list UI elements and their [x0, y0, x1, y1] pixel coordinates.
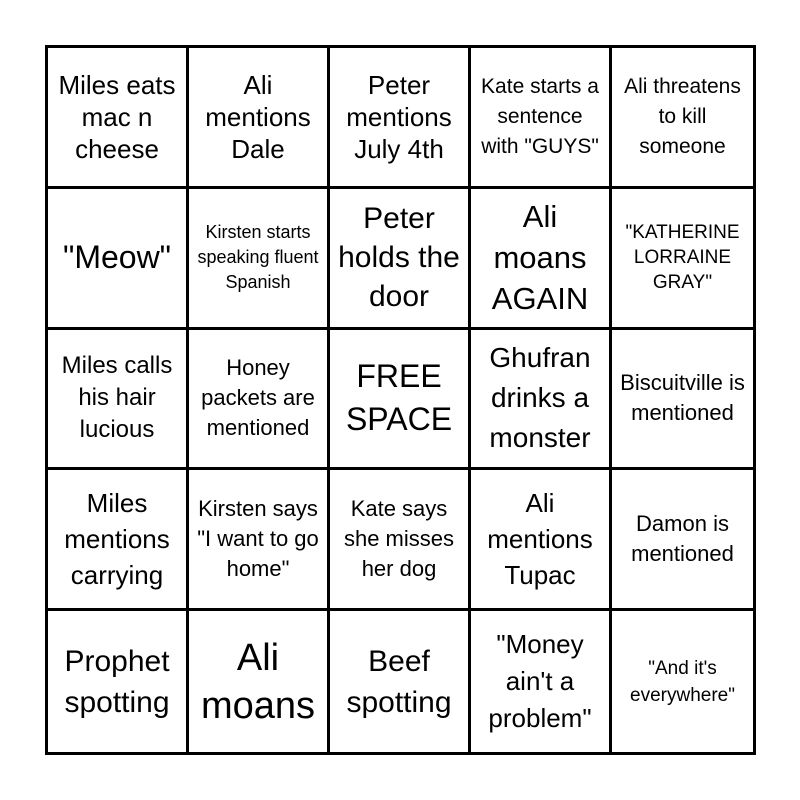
- cell-text: Prophet spotting: [64, 644, 170, 719]
- bingo-cell-r4-c4[interactable]: [471, 470, 612, 611]
- cell-text: Biscuitville is mentioned: [620, 370, 745, 426]
- cell-text: Kate starts a sentence with "GUYS": [481, 74, 599, 158]
- cell-text: Peter mentions July 4th: [346, 69, 452, 164]
- cell-text: Miles calls his hair lucious: [61, 352, 173, 444]
- cell-text: Peter holds the door: [338, 202, 460, 314]
- bingo-cell-r3-c2[interactable]: [189, 330, 330, 471]
- cell-text: Kirsten starts speaking fluent Spanish: [197, 222, 319, 293]
- bingo-cell-r5-c4[interactable]: [471, 611, 612, 752]
- cell-text: Miles mentions carrying: [64, 488, 170, 591]
- bingo-cell-r4-c2[interactable]: [189, 470, 330, 611]
- cell-text: Ali mentions Dale: [205, 69, 311, 164]
- cell-text: FREE SPACE: [345, 358, 453, 438]
- bingo-cell-r3-c4[interactable]: [471, 330, 612, 471]
- bingo-cell-r3-c1[interactable]: [48, 330, 189, 471]
- bingo-cell-r2-c3[interactable]: [330, 189, 471, 330]
- cell-text: Kirsten says "I want to go home": [197, 496, 319, 582]
- cell-text: Miles eats mac n cheese: [58, 69, 176, 164]
- cell-text: "KATHERINE LORRAINE GRAY": [625, 222, 740, 294]
- bingo-cell-r5-c3[interactable]: [330, 611, 471, 752]
- bingo-cell-r2-c2[interactable]: [189, 189, 330, 330]
- bingo-cell-r1-c2[interactable]: [189, 48, 330, 189]
- bingo-cell-r4-c5[interactable]: [612, 470, 753, 611]
- bingo-cell-r1-c1[interactable]: [48, 48, 189, 189]
- bingo-cell-r5-c1[interactable]: [48, 611, 189, 752]
- bingo-cell-r2-c1[interactable]: [48, 189, 189, 330]
- cell-text: "Money ain't a problem": [488, 629, 592, 734]
- cell-text: Ghufran drinks a monster: [489, 342, 591, 454]
- cell-text: Honey packets are mentioned: [201, 355, 315, 441]
- bingo-cell-r1-c4[interactable]: [471, 48, 612, 189]
- bingo-cell-r4-c1[interactable]: [48, 470, 189, 611]
- cell-text: "Meow": [62, 239, 172, 276]
- bingo-cell-r3-c3[interactable]: [330, 330, 471, 471]
- bingo-cell-r5-c5[interactable]: [612, 611, 753, 752]
- cell-text: Kate says she misses her dog: [343, 496, 455, 582]
- bingo-cell-r5-c2[interactable]: [189, 611, 330, 752]
- bingo-cell-r3-c5[interactable]: [612, 330, 753, 471]
- bingo-cell-r1-c5[interactable]: [612, 48, 753, 189]
- cell-text: Ali mentions Tupac: [487, 488, 593, 591]
- bingo-cell-r4-c3[interactable]: [330, 470, 471, 611]
- cell-text: Beef spotting: [346, 644, 452, 719]
- cell-text: Ali moans AGAIN: [491, 199, 589, 317]
- bingo-cell-r1-c3[interactable]: [330, 48, 471, 189]
- bingo-cell-r2-c4[interactable]: [471, 189, 612, 330]
- cell-text: Ali threatens to kill someone: [624, 74, 741, 158]
- bingo-board: [45, 45, 756, 755]
- cell-text: "And it's everywhere": [630, 657, 735, 706]
- cell-text: Ali moans: [200, 636, 316, 727]
- bingo-cell-r2-c5[interactable]: [612, 189, 753, 330]
- cell-text: Damon is mentioned: [631, 511, 734, 567]
